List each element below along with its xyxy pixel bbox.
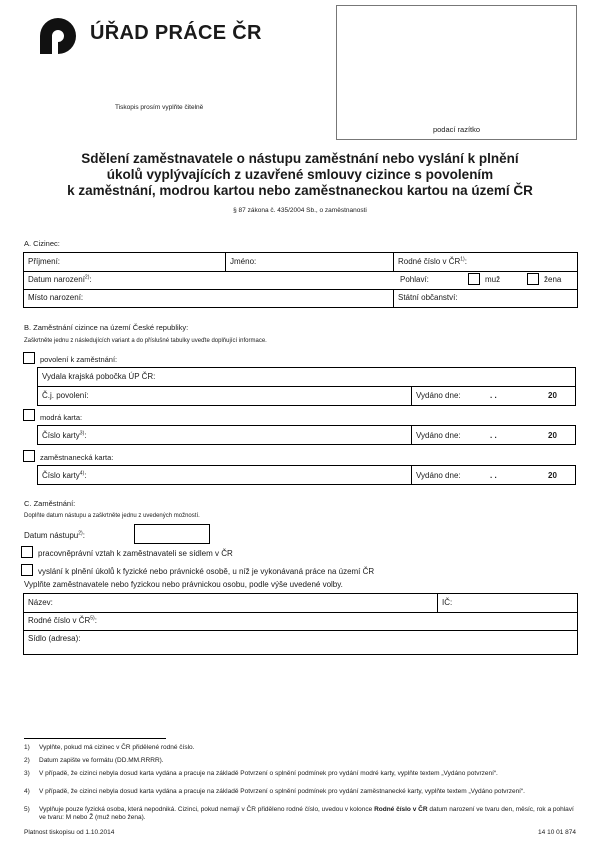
footnote-divider [24,738,166,739]
fill-instruction: Tiskopis prosím vyplňte čitelně [115,104,204,111]
citizenship-label: Státní občanství: [398,293,458,302]
surname-label: Příjmení: [28,257,61,266]
employer-table [23,593,578,655]
form-validity: Platnost tiskopisu od 1.10.2014 [24,829,115,836]
secondment-label: vyslání k plnění úkolů k fyzické nebo právnické osobě, u níž je vykonávaná práce na území ČR [38,567,375,576]
footnote-2: 2) Datum zapište ve formátu (DD.MM.RRRR). [24,757,164,764]
form-code: 14 10 01 874 [538,829,576,836]
blue-card-checkbox[interactable] [23,409,35,421]
employee-card-number-label: Číslo karty$^{4)}$: [42,470,87,480]
gender-female-checkbox[interactable] [527,273,539,285]
secondment-checkbox[interactable] [21,564,33,576]
blue-card-number-label: Číslo karty$^{3)}$: [42,430,87,440]
issued-on-dots: . . [490,391,497,400]
gender-label: Pohlaví: [400,275,429,284]
start-date-field[interactable] [134,524,210,544]
issued-on-year: 20 [548,391,557,400]
stamp-label: podací razítko [432,125,481,134]
footnote-1: 1) Vyplňte, pokud má cizinec v ČR přidělené rodné číslo. [24,744,195,751]
employee-card-issued-dots: . . [490,471,497,480]
issued-on-label: Vydáno dne: [416,391,461,400]
ref-no-label: Č.j. povolení: [42,391,89,400]
employee-card-issued-year: 20 [548,471,557,480]
stamp-box [336,5,577,140]
employee-card-table [37,465,576,485]
footnote-5: 5) Vyplňuje pouze fyzická osoba, která nepodniká. Cizinci, pokud nemají v ČR přiděleno rodné číslo, uvedou v kolonce Rodné číslo v ČR datum narození ve tvaru den, měsíc, rok a pohlaví ve tvaru: M nebo Ž (muž nebo žena). [24,806,574,821]
employer-birth-number-label: Rodné číslo v ČR$^{5)}$: [28,615,97,625]
start-date-label: Datum nástupu$^{2)}$: [24,530,85,540]
name-label: Jméno: [230,257,257,266]
section-b-instruction: Zaškrtněte jednu z následujících variant a do příslušné tabulky uveďte doplňující informace. [24,338,267,344]
title-line-2: úkolů vyplývajících z uzavřené smlouvy cizince s povolením [106,167,494,182]
employee-card-label: zaměstnanecká karta: [40,453,114,462]
footnote-4: 4) V případě, že cizinci nebyla dosud karta vydána a pracuje na základě Potvrzení o splnění podmínek pro vydání zaměstnanecké karty, vyplňte textem „Vydáno potvrzení“. [24,788,525,795]
employee-card-checkbox[interactable] [23,450,35,462]
section-a-heading: A. Cizinec: [24,239,60,248]
footnote-3: 3) V případě, že cizinci nebyla dosud karta vydána a pracuje na základě Potvrzení o splnění podmínek pro vydání modré karty, vyplňte textem „Vydáno potvrzení“. [24,770,498,777]
employer-address-label: Sídlo (adresa): [28,634,81,643]
employer-name-label: Název: [28,598,53,607]
section-c-instruction: Doplňte datum nástupu a zaškrtněte jednu z uvedených možností. [24,513,200,519]
employment-relation-checkbox[interactable] [21,546,33,558]
blue-card-issued-dots: . . [490,431,497,440]
birth-place-label: Místo narození: [28,293,84,302]
form-subtitle: § 87 zákona č. 435/2004 Sb., o zaměstnanosti [233,207,367,214]
employee-card-issued-on-label: Vydáno dne: [416,471,461,480]
title-line-1: Sdělení zaměstnavatele o nástupu zaměstnání nebo vyslání k plnění [81,151,519,166]
section-b-heading: B. Zaměstnání cizince na území České republiky: [24,323,189,332]
employer-ico-label: IČ: [442,598,453,607]
gender-female-label: žena [544,275,562,284]
org-name: ÚŘAD PRÁCE ČR [90,22,262,44]
blue-card-issued-year: 20 [548,431,557,440]
work-permit-label: povolení k zaměstnání: [40,355,118,364]
org-logo [34,12,82,60]
form-title [0,151,600,199]
employer-fill-note: Vyplňte zaměstnavatele nebo fyzickou nebo právnickou osobu, podle výše uvedené volby. [24,580,343,589]
work-permit-checkbox[interactable] [23,352,35,364]
issued-by-label: Vydala krajská pobočka ÚP ČR: [42,372,156,381]
section-a-table [23,252,578,308]
birth-number-label: Rodné číslo v ČR$^{1)}$: [398,256,467,266]
section-c-heading: C. Zaměstnání: [24,499,76,508]
birth-date-label: Datum narození$^{2)}$: [28,274,92,284]
employment-relation-label: pracovněprávní vztah k zaměstnavateli se sídlem v ČR [38,549,233,558]
gender-male-label: muž [485,275,501,284]
title-line-3: k zaměstnání, modrou kartou nebo zaměstnaneckou kartou na území ČR [67,183,533,198]
blue-card-table [37,425,576,445]
work-permit-table [37,367,576,406]
blue-card-label: modrá karta: [40,413,83,422]
gender-male-checkbox[interactable] [468,273,480,285]
blue-card-issued-on-label: Vydáno dne: [416,431,461,440]
